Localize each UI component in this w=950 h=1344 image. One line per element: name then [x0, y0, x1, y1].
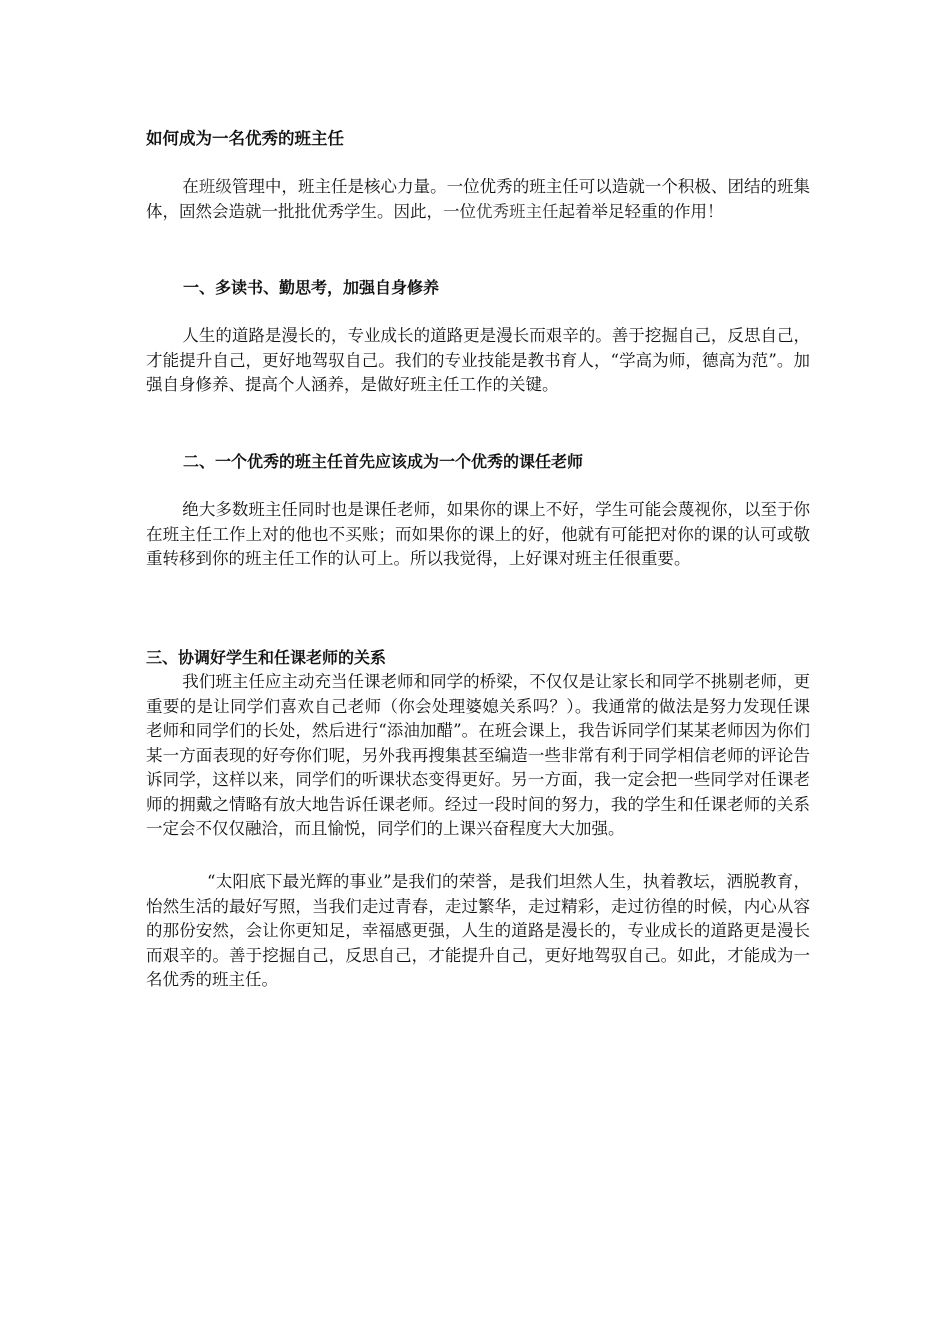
section-2-heading: 二、一个优秀的班主任首先应该成为一个优秀的课任老师 [183, 452, 584, 471]
intro-text-3: 起着举足轻重的作用！ [558, 201, 724, 221]
document-page [146, 0, 810, 1344]
document-title: 如何成为一名优秀的班主任 [146, 129, 344, 148]
section-1-heading: 一、多读书、勤思考，加强自身修养 [183, 278, 440, 297]
excellent-teacher-link[interactable]: 优秀班主任 [476, 201, 559, 221]
section-3-paragraph-1: 我们班主任应主动充当任课老师和同学的桥梁，不仅仅是让家长和同学不挑剔老师，更重要的是让同学们喜欢自己老师（你会处理婆媳关系吗？）。我通常的做法是努力发现任课老师和同学们的长处，然后进行“添油加醋”。在班会课上，我告诉同学们某某老师因为你们某一方面表现的好夸你们呢，另外我再搜集甚至编造一些非常有利于同学相信老师的评论告诉同学，这样以来，同学们的听课状态变得更好。另一方面，我一定会把一些同学对任课老师的拥戴之情略有放大地告诉任课老师。经过一段时间的努力，我的学生和任课老师的关系一定会不仅仅融洽，而且愉悦，同学们的上课兴奋程度大大加强。 [146, 672, 810, 838]
section-3-heading: 三、协调好学生和任课老师的关系 [146, 648, 387, 667]
intro-text-2: 管理中，班主任是核心力量。一位优秀的班主任可以造就一个积极、团结的班集体，固然会造就一批批优秀学生。因此，一位 [146, 177, 811, 221]
intro-paragraph [146, 175, 810, 224]
intro-text-1: 在 [182, 177, 199, 196]
section-2-paragraph: 绝大多数班主任同时也是课任老师，如果你的课上不好，学生可能会蔑视你，以至于你在班主任工作上对的他也不买账；而如果你的课上的好，他就有可能把对你的课的认可或敬重转移到你的班主任工作的认可上。所以我觉得，上好课对班主任很重要。 [146, 500, 810, 568]
section-1-paragraph: 人生的道路是漫长的，专业成长的道路更是漫长而艰辛的。善于挖掘自己，反思自己，才能提升自己，更好地驾驭自己。我们的专业技能是教书育人，“学高为师，德高为范”。加强自身修养、提高个人涵养，是做好班主任工作的关键。 [146, 326, 810, 394]
section-3-paragraph-2: “太阳底下最光辉的事业”是我们的荣誉，是我们坦然人生，执着教坛，洒脱教育，怡然生活的最好写照，当我们走过青春，走过繁华，走过精彩，走过彷徨的时候，内心从容的那份安然，会让你更知足，幸福感更强，人生的道路是漫长的，专业成长的道路更是漫长而艰辛的。善于挖掘自己，反思自己，才能提升自己，更好地驾驭自己。如此，才能成为一名优秀的班主任。 [146, 872, 810, 989]
class-link[interactable]: 班级 [198, 177, 232, 196]
